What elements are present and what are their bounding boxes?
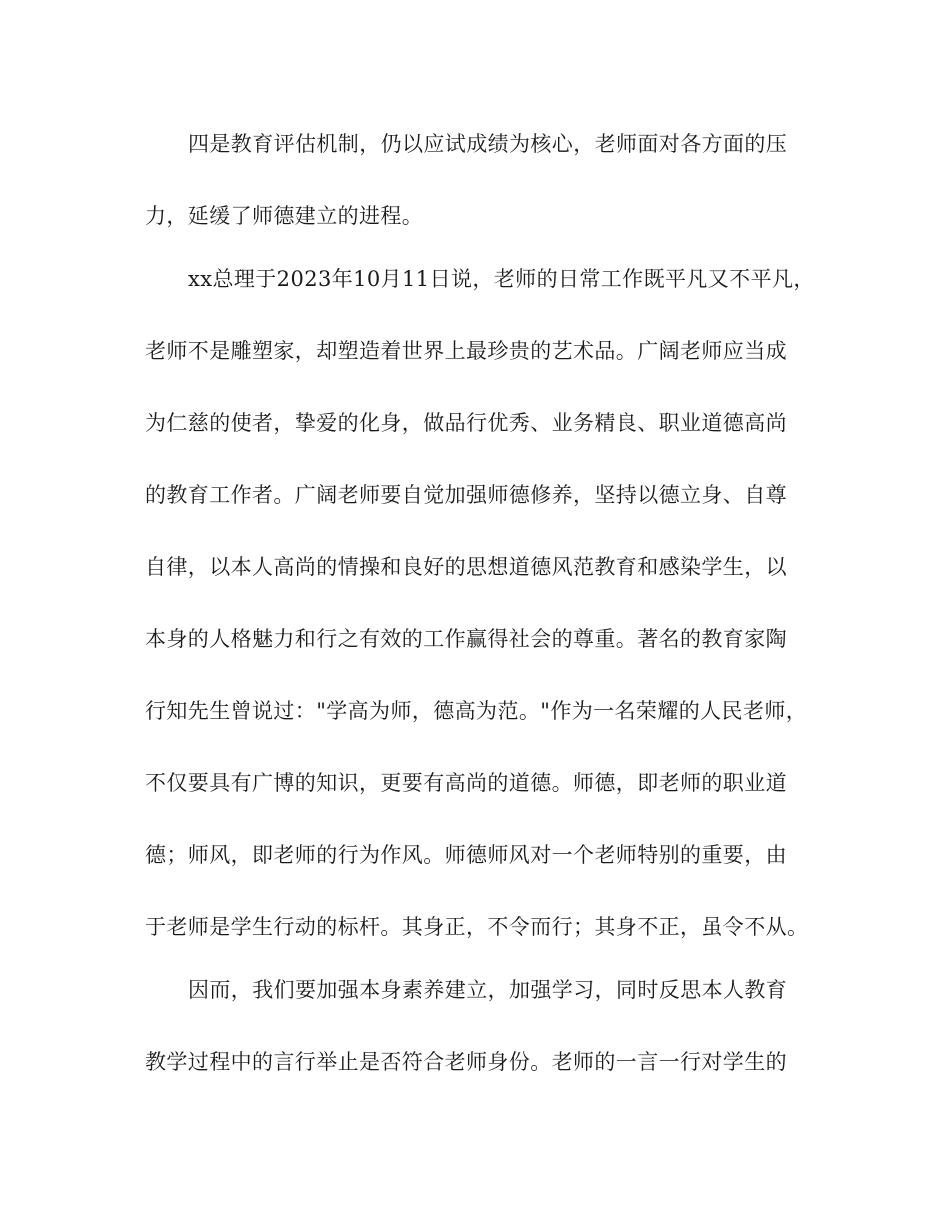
paragraph-line: 于老师是学生行动的标杆。其身正，不令而行；其身不正，虽令不从。 xyxy=(145,915,809,939)
paragraph-line: 自律，以本人高尚的情操和良好的思想道德风范教育和感染学生，以 xyxy=(145,555,787,579)
paragraph-line: 不仅要具有广博的知识，更要有高尚的道德。师德，即老师的职业道 xyxy=(145,771,787,795)
paragraph-line: 行知先生曾说过："学高为师，德高为范。"作为一名荣耀的人民老师， xyxy=(145,699,808,723)
paragraph-line: 老师不是雕塑家，却塑造着世界上最珍贵的艺术品。广阔老师应当成 xyxy=(145,339,787,363)
paragraph-line: 为仁慈的使者，挚爱的化身，做品行优秀、业务精良、职业道德高尚 xyxy=(145,411,787,435)
paragraph-line: 的教育工作者。广阔老师要自觉加强师德修养，坚持以德立身、自尊 xyxy=(145,483,787,507)
paragraph-line: 四是教育评估机制，仍以应试成绩为核心，老师面对各方面的压 xyxy=(188,132,788,156)
paragraph-line: 本身的人格魅力和行之有效的工作赢得社会的尊重。著名的教育家陶 xyxy=(145,627,787,651)
paragraph-line: 因而，我们要加强本身素养建立，加强学习，同时反思本人教育 xyxy=(188,978,788,1002)
paragraph-line: xx总理于2023年10月11日说，老师的日常工作既平凡又不平凡， xyxy=(188,267,815,291)
paragraph-line: 力，延缓了师德建立的进程。 xyxy=(145,204,424,228)
paragraph-line: 教学过程中的言行举止是否符合老师身份。老师的一言一行对学生的 xyxy=(145,1050,787,1074)
paragraph-line: 德；师风，即老师的行为作风。师德师风对一个老师特别的重要，由 xyxy=(145,843,787,867)
